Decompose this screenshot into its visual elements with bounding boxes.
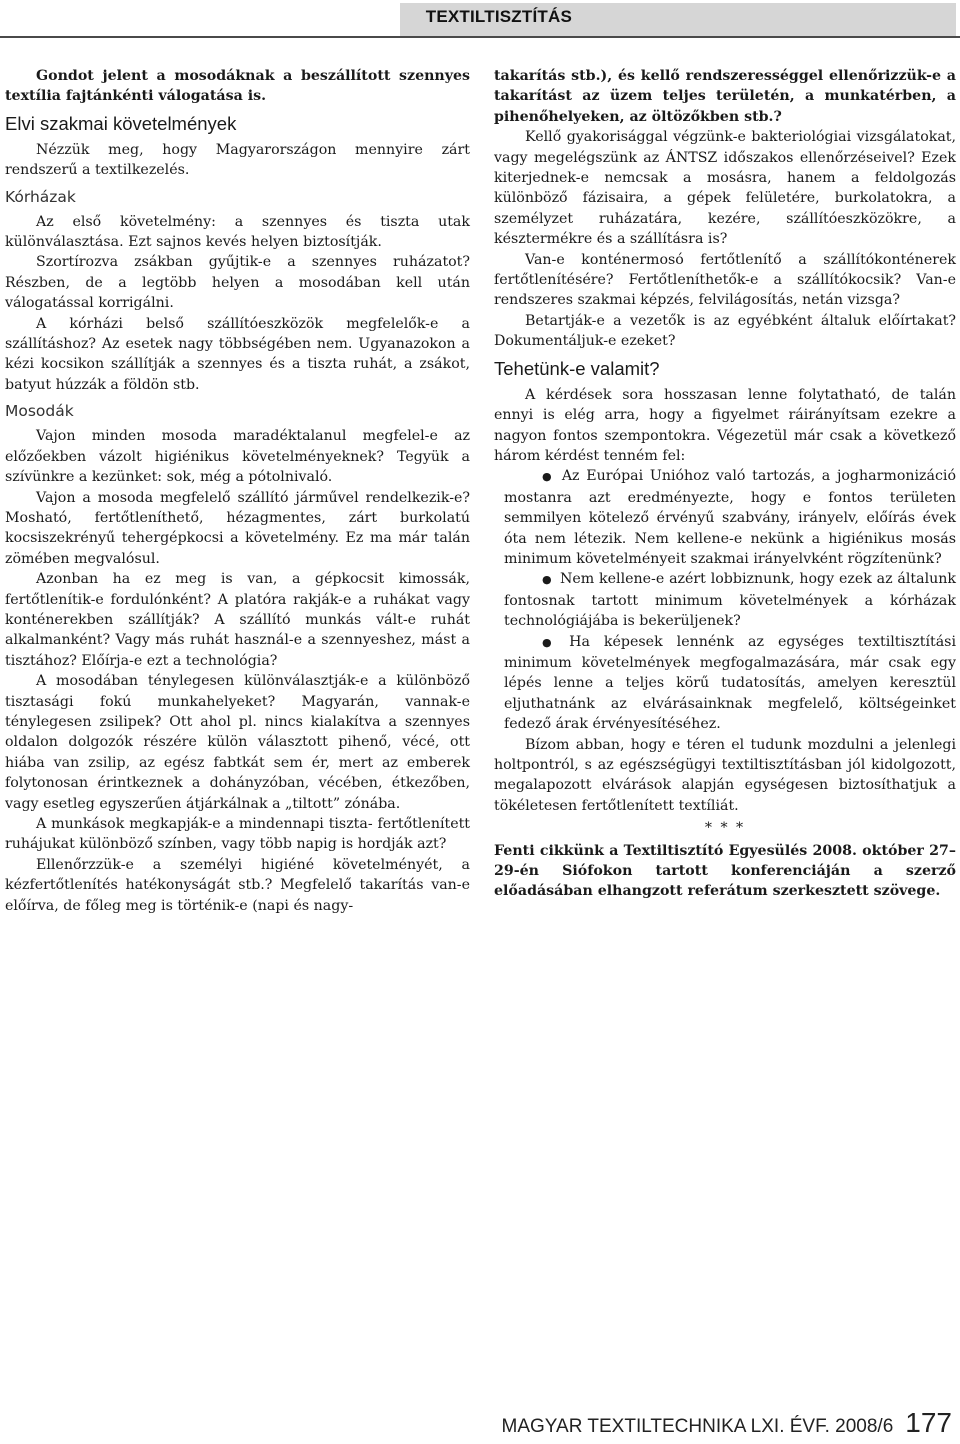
- bullet-text: Ha képesek lennénk az egységes textiltisztítási minimum követelmények megfogalmazására, már csak egy lépés lenne a teljes körű tudatosítás, amelyen keresztül eljuthatnánk az elvárásainknak megfelelő, költségeinket fedező árak érvényesítéséhez.: [504, 633, 956, 733]
- paragraph: Nézzük meg, hogy Magyarországon mennyire zárt rendszerű a textilkezelés.: [5, 141, 470, 179]
- subheading-laundries: Mosodák: [5, 402, 74, 421]
- subheading-hospitals: Kórházak: [5, 187, 76, 206]
- bullet-icon: ●: [542, 573, 552, 587]
- journal-info: MAGYAR TEXTILTECHNIKA LXI. ÉVF. 2008/6: [501, 1416, 894, 1437]
- running-header: TEXTILTISZTÍTÁS: [425, 7, 572, 26]
- paragraph: Betartják-e a vezetők is az egyébként általuk előírtakat? Dokumentáljuk-e ezeket?: [494, 312, 956, 350]
- section-heading: Elvi szakmai követelmények: [5, 112, 237, 134]
- paragraph: A munkások megkapják-e a mindennapi tiszta- fertőtlenített ruhájukat különböző színben, vagy több napig is hordják azt?: [5, 816, 470, 853]
- paragraph: Vajon a mosoda megfelelő szállító járművel rendelkezik-e? Mosható, fertőtleníthető, hézagmentes, zárt burkolatú kocsiszekrényű tehergépkocsi a követelmény. Ez ma már talán zömében megvalósul.: [5, 489, 470, 567]
- page-footer: [502, 1407, 952, 1439]
- paragraph: A kórházi belső szállítóeszközök megfelelők-e a szállításhoz? Az esetek nagy többségében nem. Ugyanazokon a kézi kocsikon szállítják a szennyes és a tiszta ruhát, a zsákot, batyut húzzák a földön stb.: [5, 315, 470, 393]
- bullet-item: [494, 632, 956, 735]
- left-column: [5, 66, 470, 916]
- paragraph: Ellenőrzzük-e a személyi higiéné követelményét, a kézfertőtlenítés hatékonyságát stb.? Megfelelő takarítás van-e előírva, de főleg meg is történik-e (napi és nagy-: [5, 856, 470, 914]
- right-column: [494, 66, 956, 902]
- section-heading: Tehetünk-e valamit?: [494, 357, 660, 379]
- page-number: 177: [905, 1407, 952, 1438]
- paragraph: Vajon minden mosoda maradéktalanul megfelel-e az előzőekben vázolt higiénikus követelményeknek? Tegyük a szívünkre a kezünket: sok, még a pótolnivaló.: [5, 428, 470, 486]
- bullet-icon: ●: [542, 470, 554, 484]
- bullet-item: [494, 569, 956, 631]
- paragraph: Kellő gyakorisággal végzünk-e bakteriológiai vizsgálatokat, vagy megelégszünk az ÁNTSZ időszakos ellenőrzéseivel? Ezek kiterjednek-e nemcsak a mosásra, hanem a feldolgozás különböző fázisaira, a gépek felületére, burkolatokra, a személyzet ruházatára, kezére, szállítóeszközökre, a késztermékre és a szállításra is?: [494, 129, 956, 248]
- intro-paragraph: Gondot jelent a mosodáknak a beszállított szennyes textília fajtánkénti válogatása is.: [5, 68, 470, 105]
- paragraph: Szortírozva zsákban gyűjtik-e a szennyes ruházatot? Részben, de a legtöbb helyen a mosodában kell után válogatással korrigálni.: [5, 254, 470, 312]
- paragraph: Azonban ha ez meg is van, a gépkocsit kimossák, fertőtlenítik-e fordulónként? A platóra rakják-e a ruhákat vagy konténerekben szállítják? A szállító munkás vált-e ruhát alkalmanként? Vagy más ruhát használ-e a szennyeshez, mást a tisztához? Előírja-e ezt a technológia?: [5, 571, 470, 669]
- bullet-icon: ●: [542, 635, 562, 649]
- header-rule: [0, 36, 960, 38]
- bullet-text: Nem kellene-e azért lobbiznunk, hogy ezek az általunk fontosnak tartott minimum követelmények a kórházak technológiájába is bekerüljenek?: [504, 571, 956, 630]
- paragraph: takarítás stb.), és kellő rendszerességgel ellenőrizzük-e a takarítást az üzem teljes területén, a munkatérben, a pihenőhelyeken, az öltözőkben stb.?: [494, 68, 956, 125]
- closing-note: Fenti cikkünk a Textiltisztító Egyesülés 2008. október 27–29-én Siófokon tartott konferenciáján a szerző előadásában elhangzott referátum szerkesztett szövege.: [494, 842, 956, 900]
- paragraph: A kérdések sora hosszasan lenne folytatható, de talán ennyi is elég arra, hogy a figyelmet ráirányítsam ezekre a nagyon fontos szempontokra. Végezetül már csak a következő három kérdést tenném fel:: [494, 386, 956, 464]
- bullet-item: [494, 466, 956, 569]
- paragraph: Az első követelmény: a szennyes és tiszta utak különválasztása. Ezt sajnos kevés helyen biztosítják.: [5, 213, 470, 251]
- paragraph: Van-e konténermosó fertőtlenítő a szállítókonténerek fertőtlenítésére? Fertőtleníthetők-e a szállítókocsik? Van-e rendszeres szakmai képzés, felvilágosítás, netán vizsga?: [494, 251, 956, 309]
- bullet-text: Az Európai Unióhoz való tartozás, a jogharmonizáció mostanra azt eredményezte, hogy e fontos területen semmilyen kötelező érvényű szabvány, irányelv, előírás évek óta nem létezik. Nem kellene-e nekünk a higiénikus mosás minimum követelményeit szakmai irányelvként rögzítenünk?: [504, 468, 956, 567]
- paragraph: A mosodában ténylegesen különválasztják-e a különböző tisztasági fokú munkahelyeket? Magyarán, vannak-e ténylegesen zsilipek? Ott ahol pl. nincs kialakítva a szennyes oldalon dolgozók részére külön választott pihenő, vécé, ott hiába van zsilip, az egész fabtkát sem ér, mert az emberek folytonosan érintkeznek a dohányzóban, vécében, étkezőben, vagy esetleg egyszerűen átjárkálnak a „tiltott” zónába.: [5, 673, 470, 812]
- paragraph: Bízom abban, hogy e téren el tudunk mozdulni a jelenlegi holtpontról, s az egészségügyi textiltisztításban jól kidolgozott, megalapozott elvárások alapján egységesen biztosíthatjuk a tökéletesen fertőtlenített textíliát.: [494, 736, 956, 814]
- section-separator: * * *: [704, 820, 746, 837]
